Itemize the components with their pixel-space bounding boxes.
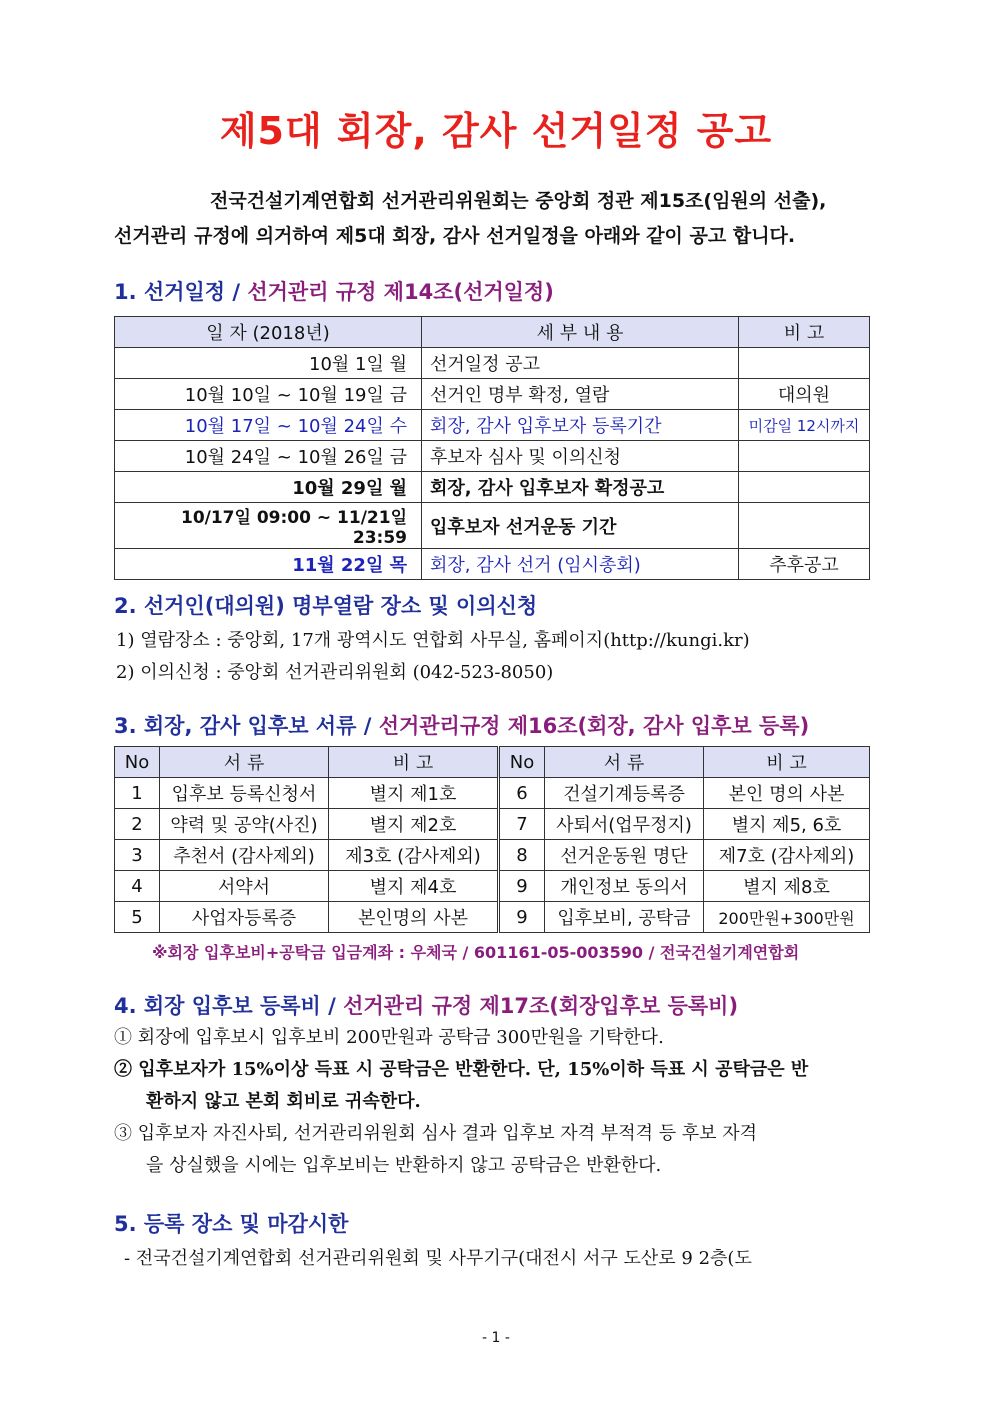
documents-header-doc: 서 류 (545, 747, 704, 778)
doc-no: 9 (499, 871, 545, 902)
table-row (115, 549, 870, 580)
section-3-subtitle: 선거관리규정 제16조(회장, 감사 입후보 등록) (378, 714, 810, 738)
section-2-heading: 2. 선거인(대의원) 명부열람 장소 및 이의신청 (114, 594, 538, 618)
section-5-item: - 전국건설기계연합회 선거관리위원회 및 사무기구(대전시 서구 도산로 9 2층(도 (124, 1248, 752, 1269)
doc-note: 200만원+300만원 (704, 902, 870, 933)
section-4-heading (114, 990, 738, 1020)
table-row (115, 348, 870, 379)
schedule-content: 회장, 감사 선거 (임시총회) (422, 549, 739, 580)
schedule-header-date: 일 자 (2018년) (115, 317, 422, 348)
schedule-content: 입후보자 선거운동 기간 (422, 503, 739, 549)
schedule-note: 추후공고 (739, 549, 870, 580)
table-row (115, 902, 870, 933)
schedule-date: 11월 22일 목 (115, 549, 422, 580)
doc-note: 별지 제5, 6호 (704, 809, 870, 840)
section-1-subtitle: 선거관리 규정 제14조(선거일정) (247, 280, 554, 304)
doc-no: 2 (115, 809, 160, 840)
section-4-clause-2-line-2: 환하지 않고 본회 회비로 귀속한다. (146, 1091, 421, 1112)
doc-name: 개인정보 동의서 (545, 871, 704, 902)
table-row (115, 379, 870, 410)
table-row (115, 503, 870, 549)
schedule-date: 10/17일 09:00 ~ 11/21일 23:59 (115, 503, 422, 549)
doc-no: 7 (499, 809, 545, 840)
documents-table (114, 746, 870, 933)
section-2-item-1: 1) 열람장소 : 중앙회, 17개 광역시도 연합회 사무실, 홈페이지(http://kungi.kr) (116, 630, 750, 651)
table-row (115, 778, 870, 809)
schedule-date: 10월 29일 월 (115, 472, 422, 503)
doc-no: 6 (499, 778, 545, 809)
schedule-header-note: 비 고 (739, 317, 870, 348)
section-2-item-2: 2) 이의신청 : 중앙회 선거관리위원회 (042-523-8050) (116, 662, 554, 683)
doc-no: 5 (115, 902, 160, 933)
intro-paragraph (114, 184, 884, 254)
schedule-note (739, 503, 870, 549)
section-4-clause-3-line-1: ③ 입후보자 자진사퇴, 선거관리위원회 심사 결과 입후보 자격 부적격 등 후보 자격 (114, 1123, 758, 1144)
section-5-heading: 5. 등록 장소 및 마감시한 (114, 1212, 349, 1236)
section-4-clause-2 (114, 1054, 882, 1118)
doc-note: 별지 제4호 (329, 871, 499, 902)
section-4-clause-3-line-2: 을 상실했을 시에는 입후보비는 반환하지 않고 공탁금은 반환한다. (146, 1155, 662, 1176)
doc-name: 약력 및 공약(사진) (160, 809, 329, 840)
section-4-body (114, 1022, 882, 1182)
section-1-heading (114, 276, 554, 306)
table-row (115, 441, 870, 472)
table-row (115, 871, 870, 902)
payment-account-note: ※회장 입후보비+공탁금 입금계좌 : 우체국 / 601161-05-003590 / 전국건설기계연합회 (152, 943, 800, 962)
doc-name: 입후보비, 공탁금 (545, 902, 704, 933)
doc-no: 1 (115, 778, 160, 809)
table-row (115, 809, 870, 840)
doc-note: 별지 제1호 (329, 778, 499, 809)
documents-header-row (115, 747, 870, 778)
schedule-date: 10월 10일 ~ 10월 19일 금 (115, 379, 422, 410)
page-number: - 1 - (482, 1330, 510, 1346)
doc-no: 4 (115, 871, 160, 902)
documents-header-no: No (499, 747, 545, 778)
doc-no: 8 (499, 840, 545, 871)
schedule-content: 선거일정 공고 (422, 348, 739, 379)
schedule-header-row (115, 317, 870, 348)
section-4-title: 4. 회장 입후보 등록비 / (114, 994, 344, 1018)
schedule-content: 후보자 심사 및 이의신청 (422, 441, 739, 472)
table-row (115, 840, 870, 871)
documents-header-doc: 서 류 (160, 747, 329, 778)
schedule-note (739, 348, 870, 379)
section-3-heading (114, 710, 809, 740)
schedule-content: 회장, 감사 입후보자 등록기간 (422, 410, 739, 441)
documents-header-note: 비 고 (329, 747, 499, 778)
doc-name: 선거운동원 명단 (545, 840, 704, 871)
page-title: 제5대 회장, 감사 선거일정 공고 (219, 109, 773, 153)
schedule-header-content: 세 부 내 용 (422, 317, 739, 348)
doc-note: 본인명의 사본 (329, 902, 499, 933)
doc-note: 별지 제8호 (704, 871, 870, 902)
schedule-note: 대의원 (739, 379, 870, 410)
documents-header-note: 비 고 (704, 747, 870, 778)
intro-line-1: 전국건설기계연합회 선거관리위원회는 중앙회 정관 제15조(임원의 선출), (210, 190, 827, 212)
section-4-clause-2-line-1: ② 입후보자가 15%이상 득표 시 공탁금은 반환한다. 단, 15%이하 득표 시 공탁금은 반 (114, 1059, 809, 1080)
schedule-content: 회장, 감사 입후보자 확정공고 (422, 472, 739, 503)
doc-name: 서약서 (160, 871, 329, 902)
doc-no: 9 (499, 902, 545, 933)
doc-note: 제3호 (감사제외) (329, 840, 499, 871)
section-3-title: 3. 회장, 감사 입후보 서류 / (114, 714, 379, 738)
table-row (115, 472, 870, 503)
section-4-clause-1: ① 회장에 입후보시 입후보비 200만원과 공탁금 300만원을 기탁한다. (114, 1027, 664, 1048)
doc-name: 사퇴서(업무정지) (545, 809, 704, 840)
doc-no: 3 (115, 840, 160, 871)
doc-name: 건설기계등록증 (545, 778, 704, 809)
section-4-clause-3 (114, 1118, 882, 1182)
schedule-content: 선거인 명부 확정, 열람 (422, 379, 739, 410)
schedule-date: 10월 1일 월 (115, 348, 422, 379)
schedule-note: 미감일 12시까지 (739, 410, 870, 441)
schedule-note (739, 472, 870, 503)
schedule-note (739, 441, 870, 472)
doc-name: 추천서 (감사제외) (160, 840, 329, 871)
section-4-subtitle: 선거관리 규정 제17조(회장입후보 등록비) (343, 994, 739, 1018)
schedule-date: 10월 17일 ~ 10월 24일 수 (115, 410, 422, 441)
table-row (115, 410, 870, 441)
doc-note: 제7호 (감사제외) (704, 840, 870, 871)
doc-name: 사업자등록증 (160, 902, 329, 933)
schedule-date: 10월 24일 ~ 10월 26일 금 (115, 441, 422, 472)
intro-line-2: 선거관리 규정에 의거하여 제5대 회장, 감사 선거일정을 아래와 같이 공고 합니다. (114, 225, 796, 247)
doc-note: 별지 제2호 (329, 809, 499, 840)
schedule-table (114, 316, 870, 580)
doc-note: 본인 명의 사본 (704, 778, 870, 809)
section-1-title: 1. 선거일정 / (114, 280, 248, 304)
documents-header-no: No (115, 747, 160, 778)
doc-name: 입후보 등록신청서 (160, 778, 329, 809)
